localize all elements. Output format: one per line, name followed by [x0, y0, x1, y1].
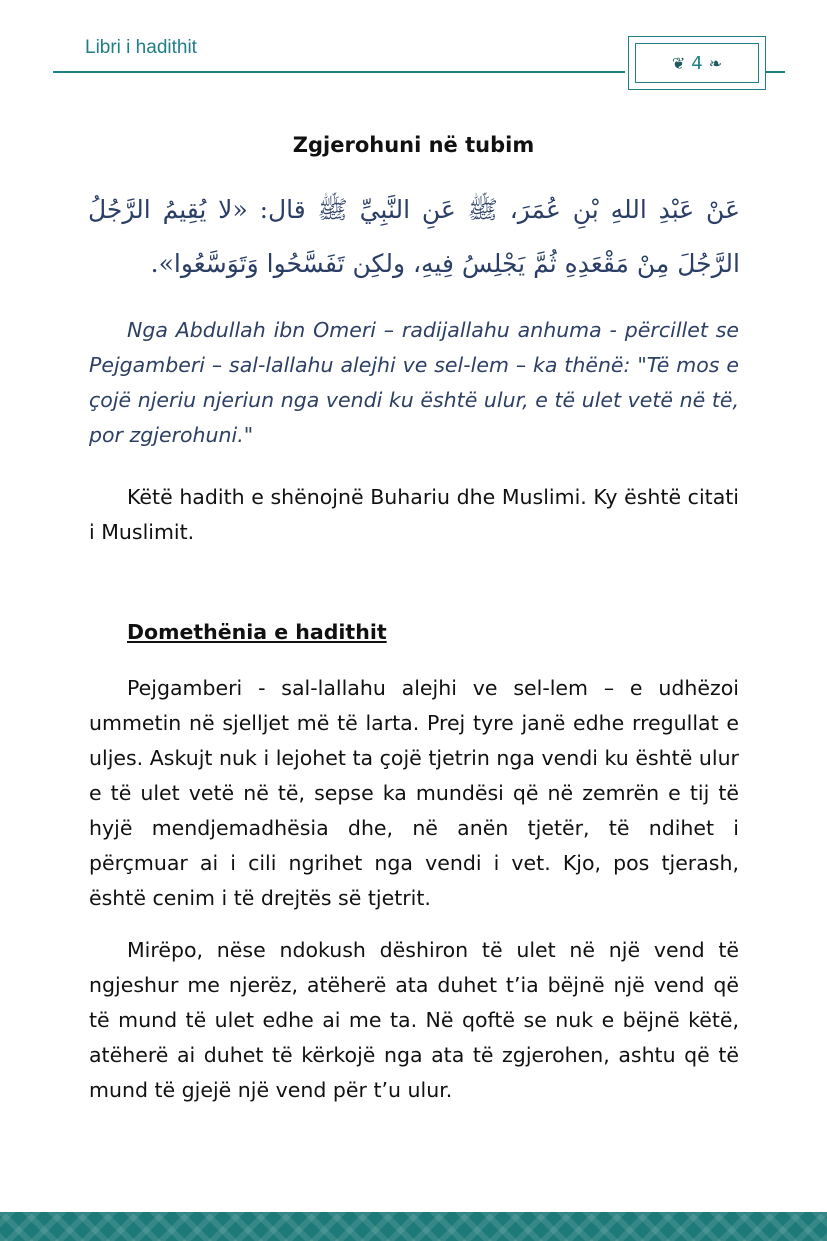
ornament-left-icon: ❦ — [671, 53, 686, 73]
footer-decorative-band — [0, 1212, 827, 1241]
header-rule — [53, 71, 625, 73]
header-rule-right — [766, 71, 785, 73]
meaning-heading: Domethënia e hadithit — [127, 620, 387, 644]
section-title: Zgjerohuni në tubim — [292, 133, 535, 157]
hadith-translation: Nga Abdullah ibn Omeri – radijallahu anhuma - përcillet se Pejgamberi – sal-lallahu alejhi ve sel-lem – ka thënë: "Të mos e çojë njeriu njeriun nga vendi ku është ulur, e të ulet vetë në të, por zgjerohuni." — [89, 318, 739, 447]
meaning-paragraph-1: Pejgamberi - sal-lallahu alejhi ve sel-lem – e udhëzoi ummetin në sjelljet më të larta. Prej tyre janë edhe rregullat e uljes. Askujt nuk i lejohet ta çojë tjetrin nga vendi ku është ulur e të ulet vetë në të, sepse ka mundësi që në zemrën e tij të hyjë mendjemadhësia dhe, në anën tjetër, të ndihet i përçmuar ai i cili ngrihet nga vendi i vet. Kjo, pos tjerash, është cenim i të drejtës së tjetrit. — [89, 676, 739, 910]
page-number-frame — [628, 36, 766, 90]
meaning-paragraph-2: Mirëpo, nëse ndokush dëshiron të ulet në një vend të ngjeshur me njerëz, atëherë ata duhet t’ia bëjnë një vend që të mund të ulet edhe ai me ta. Në qoftë se nuk e bëjnë këtë, atëherë ai duhet të kërkojë nga ata të zgjerohen, ashtu që të mund të gjejë një vend për t’u ulur. — [89, 938, 739, 1102]
source-note: Këtë hadith e shënojnë Buhariu dhe Muslimi. Ky është citati i Muslimit. — [89, 485, 739, 544]
page-number: 4 — [691, 52, 703, 74]
arabic-hadith-text: عَنْ عَبْدِ اللهِ بْنِ عُمَرَ، ﷺ عَنِ النَّبِيِّ ﷺ قال: «لا يُقِيمُ الرَّجُلُ الرَّجُلَ مِنْ مَقْعَدِهِ ثُمَّ يَجْلِسُ فِيهِ، ولكِن تَفَسَّحُوا وَتَوَسَّعُوا». — [88, 195, 740, 278]
ornament-right-icon: ❧ — [708, 53, 723, 73]
book-title: Libri i hadithit — [85, 37, 197, 58]
page-number-inner-frame — [635, 43, 759, 83]
